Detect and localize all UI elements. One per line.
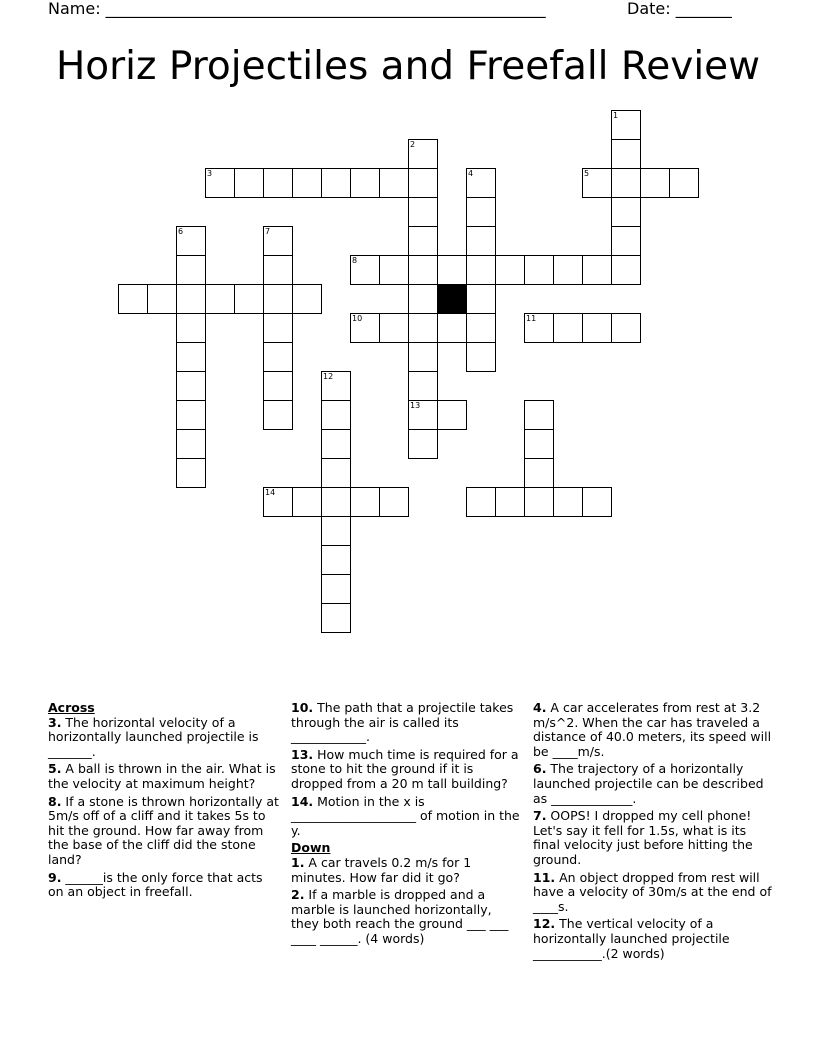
- crossword-cell[interactable]: [611, 197, 641, 227]
- across-clue-list: [48, 716, 280, 900]
- clue-item: [48, 795, 280, 868]
- clue-item-text: The vertical velocity of a horizontally launched projectile ___________.(2 words): [533, 916, 730, 961]
- crossword-cell[interactable]: [176, 255, 206, 285]
- clue-item-text: If a stone is thrown horizontally at 5m/s off of a cliff and it takes 5s to hit the ground. How far away from the base of the cliff did the stone land?: [48, 793, 279, 867]
- crossword-cell[interactable]: [408, 197, 438, 227]
- clue-item-text: The horizontal velocity of a horizontally launched projectile is _______.: [48, 714, 259, 759]
- crossword-cell[interactable]: [611, 168, 641, 198]
- crossword-cell[interactable]: [263, 400, 293, 430]
- crossword-cell[interactable]: [176, 284, 206, 314]
- clue-item-number: 5.: [48, 761, 62, 777]
- clue-item-number: 3.: [48, 714, 62, 730]
- clue-item-number: 14.: [291, 793, 314, 809]
- clue-item-number: 2.: [291, 887, 305, 903]
- crossword-cell[interactable]: [524, 400, 554, 430]
- crossword-cell[interactable]: [263, 226, 293, 256]
- crossword-cell[interactable]: [437, 255, 467, 285]
- clue-number: 10: [352, 314, 363, 323]
- crossword-cell[interactable]: [466, 168, 496, 198]
- crossword-cell[interactable]: [437, 400, 467, 430]
- crossword-cell[interactable]: [408, 226, 438, 256]
- crossword-cell[interactable]: [263, 371, 293, 401]
- crossword-cell[interactable]: [437, 313, 467, 343]
- crossword-cell[interactable]: [263, 487, 293, 517]
- crossword-cell[interactable]: [321, 400, 351, 430]
- crossword-cell[interactable]: [205, 168, 235, 198]
- clues-column-2: [291, 701, 523, 950]
- crossword-cell[interactable]: [234, 284, 264, 314]
- clue-number: 4: [468, 169, 474, 178]
- clue-item-text: A car travels 0.2 m/s for 1 minutes. How far did it go?: [291, 854, 472, 885]
- clue-item-number: 12.: [533, 916, 556, 932]
- crossword-cell[interactable]: [408, 284, 438, 314]
- crossword-cell[interactable]: [524, 458, 554, 488]
- clue-number: 3: [207, 169, 213, 178]
- clue-number: 12: [323, 372, 334, 381]
- clue-item-number: 8.: [48, 793, 62, 809]
- down-heading: Down: [291, 840, 331, 856]
- crossword-cell[interactable]: [263, 255, 293, 285]
- crossword-cell[interactable]: [350, 487, 380, 517]
- crossword-cell[interactable]: [611, 226, 641, 256]
- clue-item: [291, 795, 523, 839]
- crossword-cell[interactable]: [379, 168, 409, 198]
- crossword-cell[interactable]: [611, 110, 641, 140]
- crossword-cell[interactable]: [524, 429, 554, 459]
- clue-number: 5: [584, 169, 590, 178]
- name-field-label: Name: _______________________________________________________: [48, 0, 546, 18]
- down-clue-list: [291, 856, 523, 947]
- crossword-cell[interactable]: [263, 313, 293, 343]
- clue-item-text: A ball is thrown in the air. What is the velocity at maximum height?: [48, 761, 276, 791]
- crossword-cell[interactable]: [495, 255, 525, 285]
- clue-number: 7: [265, 227, 271, 236]
- crossword-cell[interactable]: [466, 255, 496, 285]
- clue-item: [291, 701, 523, 745]
- clue-item-number: 6.: [533, 761, 547, 777]
- clue-number: 14: [265, 488, 276, 497]
- crossword-cell[interactable]: [321, 574, 351, 604]
- crossword-cell[interactable]: [553, 487, 583, 517]
- crossword-cell[interactable]: [611, 139, 641, 169]
- crossword-cell[interactable]: [176, 313, 206, 343]
- clue-item-text: Motion in the x is ____________________ of motion in the y.: [291, 793, 520, 838]
- clue-item-text: The trajectory of a horizontally launched projectile can be described as _____________.: [533, 761, 764, 806]
- crossword-cell[interactable]: [408, 168, 438, 198]
- crossword-cell[interactable]: [321, 487, 351, 517]
- clue-item: [291, 856, 523, 885]
- clue-item-number: 13.: [291, 746, 314, 762]
- clue-item-text: ______is the only force that acts on an object in freefall.: [48, 869, 263, 900]
- crossword-cell[interactable]: [321, 371, 351, 401]
- crossword-cell[interactable]: [408, 139, 438, 169]
- clues-column-3: [533, 701, 773, 964]
- crossword-cell[interactable]: [321, 516, 351, 546]
- crossword-cell[interactable]: [205, 284, 235, 314]
- clue-item: [533, 809, 773, 867]
- crossword-cell[interactable]: [524, 255, 554, 285]
- crossword-cell[interactable]: [611, 255, 641, 285]
- crossword-cell[interactable]: [408, 342, 438, 372]
- crossword-cell[interactable]: [321, 429, 351, 459]
- crossword-cell[interactable]: [350, 255, 380, 285]
- clue-item-number: 9.: [48, 869, 62, 885]
- clue-item-text: If a marble is dropped and a marble is launched horizontally, they both reach the ground ___ ___ ____ ______. (4 words): [291, 887, 509, 946]
- crossword-cell[interactable]: [263, 168, 293, 198]
- clue-item: [533, 762, 773, 806]
- clue-item-number: 1.: [291, 854, 305, 870]
- clue-item-text: An object dropped from rest will have a velocity of 30m/s at the end of ____s.: [533, 869, 772, 914]
- crossword-cell[interactable]: [466, 313, 496, 343]
- down-clue-list-continued: [533, 701, 773, 961]
- crossword-cell[interactable]: [408, 400, 438, 430]
- crossword-cell[interactable]: [321, 458, 351, 488]
- crossword-cell[interactable]: [176, 400, 206, 430]
- across-clue-list-continued: [291, 701, 523, 838]
- crossword-cell[interactable]: [408, 429, 438, 459]
- clue-number: 13: [410, 401, 421, 410]
- clue-item-number: 4.: [533, 700, 547, 715]
- crossword-cell[interactable]: [321, 545, 351, 575]
- crossword-cell[interactable]: [379, 487, 409, 517]
- crossword-cell[interactable]: [263, 284, 293, 314]
- crossword-cell[interactable]: [176, 371, 206, 401]
- clue-number: 2: [410, 140, 416, 149]
- crossword-cell[interactable]: [524, 487, 554, 517]
- clue-number: 1: [613, 111, 619, 120]
- crossword-cell[interactable]: [379, 255, 409, 285]
- crossword-cell[interactable]: [553, 255, 583, 285]
- clue-item: [48, 716, 280, 760]
- black-cell: [437, 284, 467, 314]
- crossword-cell[interactable]: [582, 168, 612, 198]
- clue-item-number: 7.: [533, 808, 547, 824]
- crossword-cell[interactable]: [640, 168, 670, 198]
- date-field-label: Date: _______: [627, 0, 732, 18]
- crossword-cell[interactable]: [408, 371, 438, 401]
- clue-item-number: 10.: [291, 700, 314, 715]
- crossword-cell[interactable]: [263, 342, 293, 372]
- crossword-cell[interactable]: [524, 313, 554, 343]
- crossword-cell[interactable]: [408, 255, 438, 285]
- clue-item: [48, 871, 280, 900]
- clue-item: [533, 917, 773, 961]
- crossword-cell[interactable]: [582, 313, 612, 343]
- crossword-cell[interactable]: [466, 197, 496, 227]
- crossword-cell[interactable]: [350, 313, 380, 343]
- crossword-cell[interactable]: [669, 168, 699, 198]
- crossword-cell[interactable]: [553, 313, 583, 343]
- crossword-cell[interactable]: [466, 226, 496, 256]
- across-heading: Across: [48, 700, 95, 715]
- crossword-cell[interactable]: [582, 487, 612, 517]
- crossword-cell[interactable]: [350, 168, 380, 198]
- crossword-cell[interactable]: [176, 342, 206, 372]
- clue-item: [291, 748, 523, 792]
- crossword-cell[interactable]: [176, 429, 206, 459]
- crossword-cell[interactable]: [234, 168, 264, 198]
- clue-item: [48, 762, 280, 791]
- crossword-cell[interactable]: [292, 284, 322, 314]
- crossword-cell[interactable]: [118, 284, 148, 314]
- clue-item-text: The path that a projectile takes through the air is called its ____________.: [291, 700, 514, 745]
- clue-number: 6: [178, 227, 184, 236]
- crossword-cell[interactable]: [147, 284, 177, 314]
- clue-item-text: OOPS! I dropped my cell phone! Let's say it fell for 1.5s, what is its final velocity just before hitting the ground.: [533, 808, 753, 867]
- crossword-cell[interactable]: [379, 313, 409, 343]
- crossword-cell[interactable]: [176, 458, 206, 488]
- clue-item-text: A car accelerates from rest at 3.2 m/s^2. When the car has traveled a distance of 40.0 meters, its speed will be ____m/s.: [533, 700, 772, 759]
- clue-item: [533, 871, 773, 915]
- crossword-cell[interactable]: [495, 487, 525, 517]
- crossword-cell[interactable]: [466, 342, 496, 372]
- clues-column-1: [48, 701, 280, 903]
- page-title: Horiz Projectiles and Freefall Review: [55, 44, 761, 89]
- clue-number: 11: [526, 314, 537, 323]
- crossword-cell[interactable]: [466, 487, 496, 517]
- crossword-cell[interactable]: [292, 168, 322, 198]
- clue-item: [291, 888, 523, 946]
- crossword-cell[interactable]: [408, 313, 438, 343]
- crossword-cell[interactable]: [321, 603, 351, 633]
- clue-item-number: 11.: [533, 869, 556, 885]
- clue-number: 8: [352, 256, 358, 265]
- crossword-cell[interactable]: [292, 487, 322, 517]
- clue-item: [533, 701, 773, 759]
- crossword-cell[interactable]: [321, 168, 351, 198]
- crossword-cell[interactable]: [582, 255, 612, 285]
- crossword-cell[interactable]: [611, 313, 641, 343]
- clue-item-text: How much time is required for a stone to hit the ground if it is dropped from a 20 m tall building?: [291, 746, 519, 791]
- crossword-cell[interactable]: [176, 226, 206, 256]
- crossword-cell[interactable]: [466, 284, 496, 314]
